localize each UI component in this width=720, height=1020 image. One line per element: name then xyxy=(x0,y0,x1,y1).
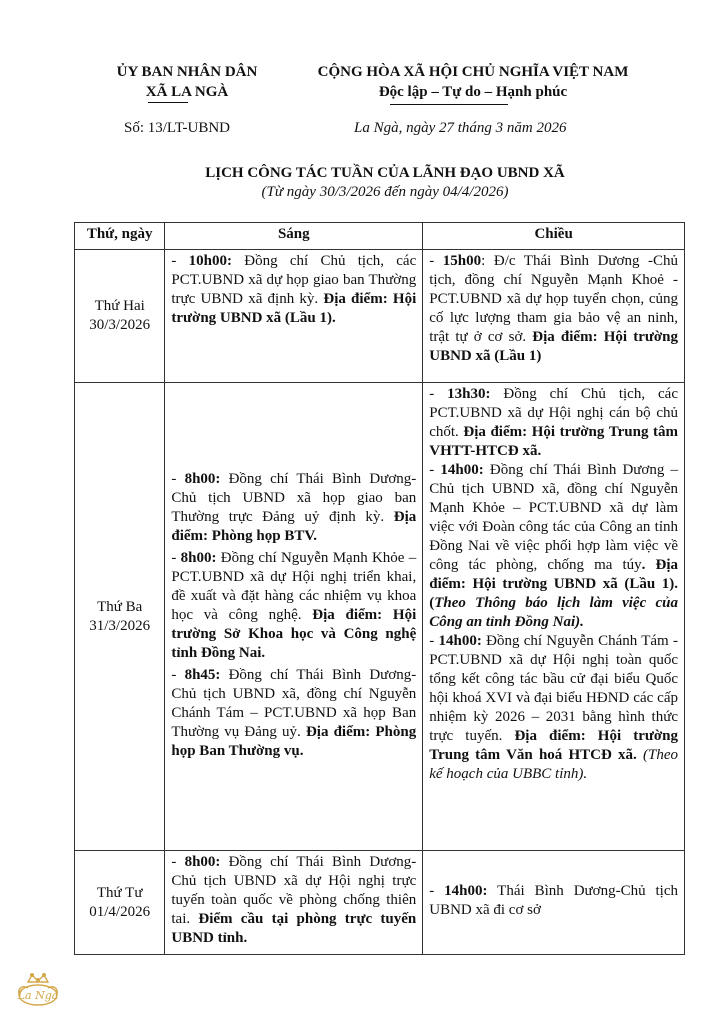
day-cell xyxy=(75,383,165,851)
entry-place: Địa điểm: Hội trường UBND xã (Lầu 1). xyxy=(171,291,417,326)
entry-place: Địa điểm: Hội trường Trung tâm VHTT-HTCĐ xã. xyxy=(429,424,679,459)
entry-text: : Đ/c Thái Bình Dương -Chủ tịch, đồng chí Nguyễn Mạnh Khoẻ - PCT.UBND xã dự họp tuyển chọn, củng cố lực lượng tham gia bảo vệ an ninh, trật tự ở cơ sở. xyxy=(429,253,679,345)
entry-time: 14h00: xyxy=(438,633,482,649)
authority-line-1: ỦY BAN NHÂN DÂN xyxy=(116,64,258,80)
entry-place: Điểm cầu tại phòng trực tuyến UBND tỉnh. xyxy=(171,911,417,946)
afternoon-cell xyxy=(423,851,685,955)
schedule-entry: - 8h00: Đồng chí Nguyễn Mạnh Khỏe – PCT.UBND xã dự Hội nghị triển khai, đề xuất và đặt hàng các nhiệm vụ khoa học và công nghệ. Địa điểm: Hội trường Sở Khoa học và Công nghệ tỉnh Đồng Nai. xyxy=(171,549,417,661)
authority-underline xyxy=(148,102,188,103)
entry-time: 8h00: xyxy=(184,470,221,487)
afternoon-cell xyxy=(423,250,685,383)
schedule-entry: - 15h00: Đ/c Thái Bình Dương -Chủ tịch, đồng chí Nguyễn Mạnh Khoẻ - PCT.UBND xã dự họp tuyển chọn, củng cố lực lượng tham gia bảo vệ an ninh, trật tự ở cơ sở. Địa điểm: Hội trường UBND xã (Lầu 1) xyxy=(429,253,679,364)
morning-cell xyxy=(165,851,423,955)
schedule-entry: - 8h00: Đồng chí Thái Bình Dương- Chủ tịch UBND xã dự Hội nghị trực tuyến toàn quốc về phòng chống thiên tai. Điểm cầu tại phòng trực tuyến UBND tỉnh. xyxy=(171,854,417,946)
schedule-entry: - 14h00: Đồng chí Thái Bình Dương – Chủ tịch UBND xã, đồng chí Nguyễn Mạnh Khỏe – PCT.UBND xã dự làm việc với Đoàn công tác của Công an tỉnh Đồng Nai về việc phối hợp làm việc về công tác phòng, chống ma túy. Địa điểm: Hội trường UBND xã (Lầu 1). (Theo Thông báo lịch làm việc của Công an tỉnh Đồng Nai). xyxy=(429,462,678,630)
entry-text: Đồng chí Chủ tịch, các PCT.UBND xã dự họp giao ban Thường trực UBND xã định kỳ. xyxy=(171,253,417,307)
entry-time: 8h45: xyxy=(184,666,221,683)
entry-place: Địa điểm: Hội trường UBND xã (Lầu 1) xyxy=(429,329,679,364)
weekday: Thứ Tư xyxy=(96,884,143,901)
entry-time: 13h30: xyxy=(447,386,491,402)
national-motto xyxy=(292,62,654,102)
date: 01/4/2026 xyxy=(89,903,151,920)
entry-time: 14h00: xyxy=(444,883,488,899)
weekday: Thứ Ba xyxy=(97,598,143,615)
column-header-afternoon: Chiều xyxy=(423,223,685,250)
entry-text: Đồng chí Nguyễn Mạnh Khỏe – PCT.UBND xã dự Hội nghị triển khai, đề xuất và đặt hàng các nhiệm vụ khoa học và công nghệ. xyxy=(171,549,417,623)
schedule-entry: - 8h45: Đồng chí Thái Bình Dương- Chủ tịch UBND xã, đồng chí Nguyễn Chánh Tám – PCT.UBND xã họp Ban Thường vụ Đảng uỷ. Địa điểm: Phòng họp Ban Thường vụ. xyxy=(171,666,417,759)
schedule-entry: - 10h00: Đồng chí Chủ tịch, các PCT.UBND xã dự họp giao ban Thường trực UBND xã định kỳ. Địa điểm: Hội trường UBND xã (Lầu 1). xyxy=(171,253,417,326)
table-row xyxy=(75,383,685,851)
entry-time: 14h00: xyxy=(440,462,484,478)
column-header-day: Thứ, ngày xyxy=(75,223,165,250)
entry-text: Thái Bình Dương-Chủ tịch UBND xã đi cơ sở xyxy=(429,883,679,918)
issuing-authority xyxy=(92,62,282,102)
document-title: LỊCH CÔNG TÁC TUẦN CỦA LÃNH ĐẠO UBND XÃ xyxy=(205,165,565,181)
schedule-entry: - 14h00: Thái Bình Dương-Chủ tịch UBND xã đi cơ sở xyxy=(429,883,679,918)
entry-text: Đồng chí Chủ tịch, các PCT.UBND xã dự Hội nghị cán bộ chủ chốt. xyxy=(429,386,678,440)
weekday: Thứ Hai xyxy=(94,298,145,314)
date: 31/3/2026 xyxy=(89,617,151,634)
schedule-entry: - 8h00: Đồng chí Thái Bình Dương- Chủ tịch UBND xã họp giao ban Thường trực Đảng uỷ định kỳ. Địa điểm: Phòng họp BTV. xyxy=(171,470,417,544)
document-subtitle: (Từ ngày 30/3/2026 đến ngày 04/4/2026) xyxy=(261,184,509,200)
table-header-row xyxy=(75,223,685,250)
document-date: La Ngà, ngày 27 tháng 3 năm 2026 xyxy=(354,120,567,136)
morning-cell xyxy=(165,383,423,851)
afternoon-cell xyxy=(423,383,685,851)
schedule-table xyxy=(74,222,685,955)
entry-place: . Địa điểm: Hội trường UBND xã (Lầu 1). ( xyxy=(429,557,678,611)
document-number: Số: 13/LT-UBND xyxy=(124,120,230,136)
entry-text: Đồng chí Nguyễn Chánh Tám -PCT.UBND xã dự Hội nghị toàn quốc tổng kết công tác bầu cử đại biểu Quốc hội khoá XVI và đại biểu HĐND các cấp nhiệm kỳ 2026 – 2031 bằng hình thức trực tuyến. xyxy=(429,633,678,744)
entry-note: (Theo kế hoạch của UBBC tỉnh). xyxy=(429,747,678,782)
table-row xyxy=(75,851,685,955)
entry-text: Đồng chí Thái Bình Dương- Chủ tịch UBND xã, đồng chí Nguyễn Chánh Tám – PCT.UBND xã họp Ban Thường vụ Đảng uỷ. xyxy=(171,666,417,740)
schedule-entry: - 14h00: Đồng chí Nguyễn Chánh Tám -PCT.UBND xã dự Hội nghị toàn quốc tổng kết công tác bầu cử đại biểu Quốc hội khoá XVI và đại biểu HĐND các cấp nhiệm kỳ 2026 – 2031 bằng hình thức trực tuyến. Địa điểm: Hội trường Trung tâm Văn hoá HTCĐ xã. (Theo kế hoạch của UBBC tỉnh). xyxy=(429,633,678,782)
entry-place: Địa điểm: Phòng họp BTV. xyxy=(171,508,417,544)
day-cell xyxy=(75,250,165,383)
table-row xyxy=(75,250,685,383)
schedule-entry: - 13h30: Đồng chí Chủ tịch, các PCT.UBND xã dự Hội nghị cán bộ chủ chốt. Địa điểm: Hội trường Trung tâm VHTT-HTCĐ xã. xyxy=(429,386,679,459)
entry-time: 8h00: xyxy=(184,854,221,870)
entry-text: Đồng chí Thái Bình Dương- Chủ tịch UBND xã dự Hội nghị trực tuyến toàn quốc về phòng chống thiên tai. xyxy=(171,854,417,927)
entry-place: Địa điểm: Hội trường Trung tâm Văn hoá HTCĐ xã. xyxy=(429,728,678,763)
entry-time: 10h00: xyxy=(188,253,232,269)
motto-underline xyxy=(390,104,508,105)
la-nga-logo-icon xyxy=(14,970,62,1010)
nation-motto: Độc lập – Tự do – Hạnh phúc xyxy=(378,84,568,100)
entry-time: 8h00: xyxy=(180,549,217,566)
entry-place: Địa điểm: Hội trường Sở Khoa học và Công nghệ tỉnh Đồng Nai. xyxy=(171,606,417,661)
entry-text: Đồng chí Thái Bình Dương – Chủ tịch UBND xã, đồng chí Nguyễn Mạnh Khỏe – PCT.UBND xã dự làm việc với Đoàn công tác của Công an tỉnh Đồng Nai về việc phối hợp làm việc về công tác phòng, chống ma túy xyxy=(429,462,678,573)
date: 30/3/2026 xyxy=(89,317,151,333)
column-header-morning: Sáng xyxy=(165,223,423,250)
day-cell xyxy=(75,851,165,955)
entry-place: Địa điểm: Phòng họp Ban Thường vụ. xyxy=(171,723,417,759)
nation-name: CỘNG HÒA XÃ HỘI CHỦ NGHĨA VIỆT NAM xyxy=(317,64,629,80)
logo-text: La Ngà xyxy=(17,989,59,1002)
entry-text: Đồng chí Thái Bình Dương- Chủ tịch UBND xã họp giao ban Thường trực Đảng uỷ định kỳ. xyxy=(171,470,417,525)
entry-time: 15h00 xyxy=(442,253,482,269)
entry-note: Theo Thông báo lịch làm việc của Công an tỉnh Đồng Nai). xyxy=(429,595,678,630)
morning-cell xyxy=(165,250,423,383)
authority-line-2: XÃ LA NGÀ xyxy=(145,84,229,100)
